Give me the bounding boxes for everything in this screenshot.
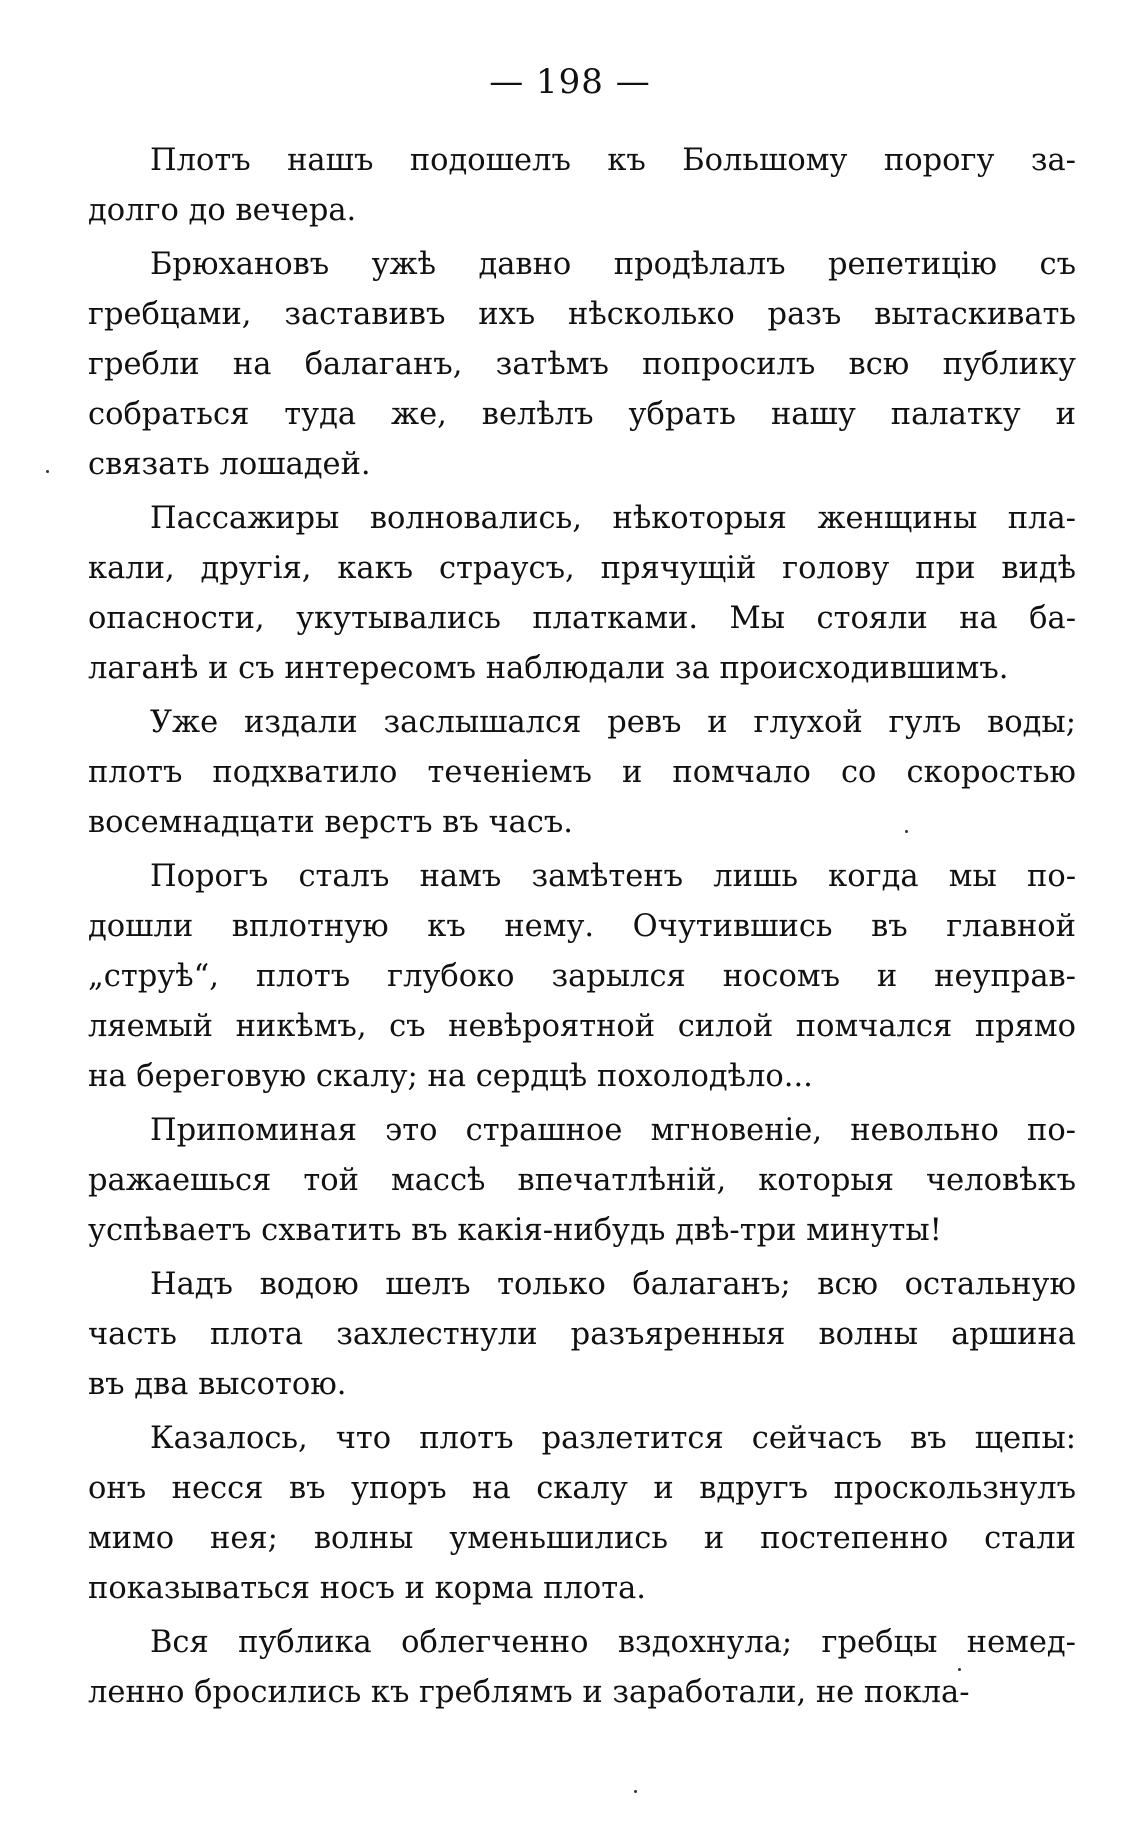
text-line: гребцами, заставивъ ихъ нѣсколько разъ вытаскивать (88, 297, 1076, 332)
text-line: показываться носъ и корма плота. (88, 1571, 646, 1606)
text-line: Надъ водою шелъ только балаганъ; всю остальную (150, 1267, 1076, 1302)
body-text (88, 136, 1076, 1722)
text-line: собраться туда же, велѣлъ убрать нашу палатку и (88, 397, 1076, 432)
paragraph (88, 1414, 1076, 1614)
text-line: Брюхановъ ужѣ давно продѣлалъ репетицію съ (150, 247, 1076, 282)
paragraph (88, 494, 1076, 694)
text-line: кали, другія, какъ страусъ, прячущій голову при видѣ (88, 551, 1076, 586)
text-line: долго до вечера. (88, 193, 357, 228)
text-line: Порогъ сталъ намъ замѣтенъ лишь когда мы по- (150, 859, 1076, 894)
text-line: успѣваетъ схватить въ какія-нибудь двѣ-три минуты! (88, 1213, 942, 1248)
paragraph (88, 698, 1076, 848)
print-speck (958, 1668, 961, 1671)
text-line: „струѣ“, плотъ глубоко зарылся носомъ и неуправ- (88, 959, 1076, 994)
text-line: гребли на балаганъ, затѣмъ попросилъ всю публику (88, 347, 1076, 382)
text-line: въ два высотою. (88, 1367, 347, 1402)
text-line: на береговую скалу; на сердцѣ похолодѣло... (88, 1059, 813, 1094)
text-line: Плотъ нашъ подошелъ къ Большому порогу за- (150, 143, 1076, 178)
text-line: плотъ подхватило теченіемъ и помчало со скоростью (88, 755, 1076, 790)
text-line: опасности, укутывались платками. Мы стояли на ба- (88, 601, 1076, 636)
text-line: восемнадцати верстъ въ часъ. (88, 805, 573, 840)
text-line: Казалось, что плотъ разлетится сейчасъ въ щепы: (150, 1421, 1076, 1456)
text-line: Пассажиры волновались, нѣкоторыя женщины пла- (150, 501, 1076, 536)
text-line: связать лошадей. (88, 447, 371, 482)
text-line: Уже издали заслышался ревъ и глухой гулъ воды; (150, 705, 1076, 740)
text-line: Припоминая это страшное мгновеніе, невольно по- (150, 1113, 1076, 1148)
text-line: дошли вплотную къ нему. Очутившись въ главной (88, 909, 1076, 944)
text-line: ражаешься той массѣ впечатлѣній, которыя человѣкъ (88, 1163, 1076, 1198)
page-number: — 198 — (489, 62, 651, 102)
paragraph (88, 1618, 1076, 1718)
text-line: ляемый никѣмъ, съ невѣроятной силой помчался прямо (88, 1009, 1076, 1044)
paragraph (88, 1260, 1076, 1410)
print-speck (46, 470, 49, 473)
text-line: лаганѣ и съ интересомъ наблюдали за происходившимъ. (88, 651, 1009, 686)
text-line: Вся публика облегченно вздохнула; гребцы немед- (150, 1625, 1076, 1660)
print-speck (905, 830, 908, 833)
paragraph (88, 852, 1076, 1102)
paragraph (88, 136, 1076, 236)
text-line: мимо нея; волны уменьшились и постепенно стали (88, 1521, 1076, 1556)
paragraph (88, 1106, 1076, 1256)
print-speck (634, 1790, 637, 1793)
text-line: часть плота захлестнули разъяренныя волны аршина (88, 1317, 1076, 1352)
text-line: онъ несся въ упоръ на скалу и вдругъ проскользнулъ (88, 1471, 1076, 1506)
text-line: ленно бросились къ греблямъ и заработали, не покла- (88, 1675, 970, 1710)
paragraph (88, 240, 1076, 490)
